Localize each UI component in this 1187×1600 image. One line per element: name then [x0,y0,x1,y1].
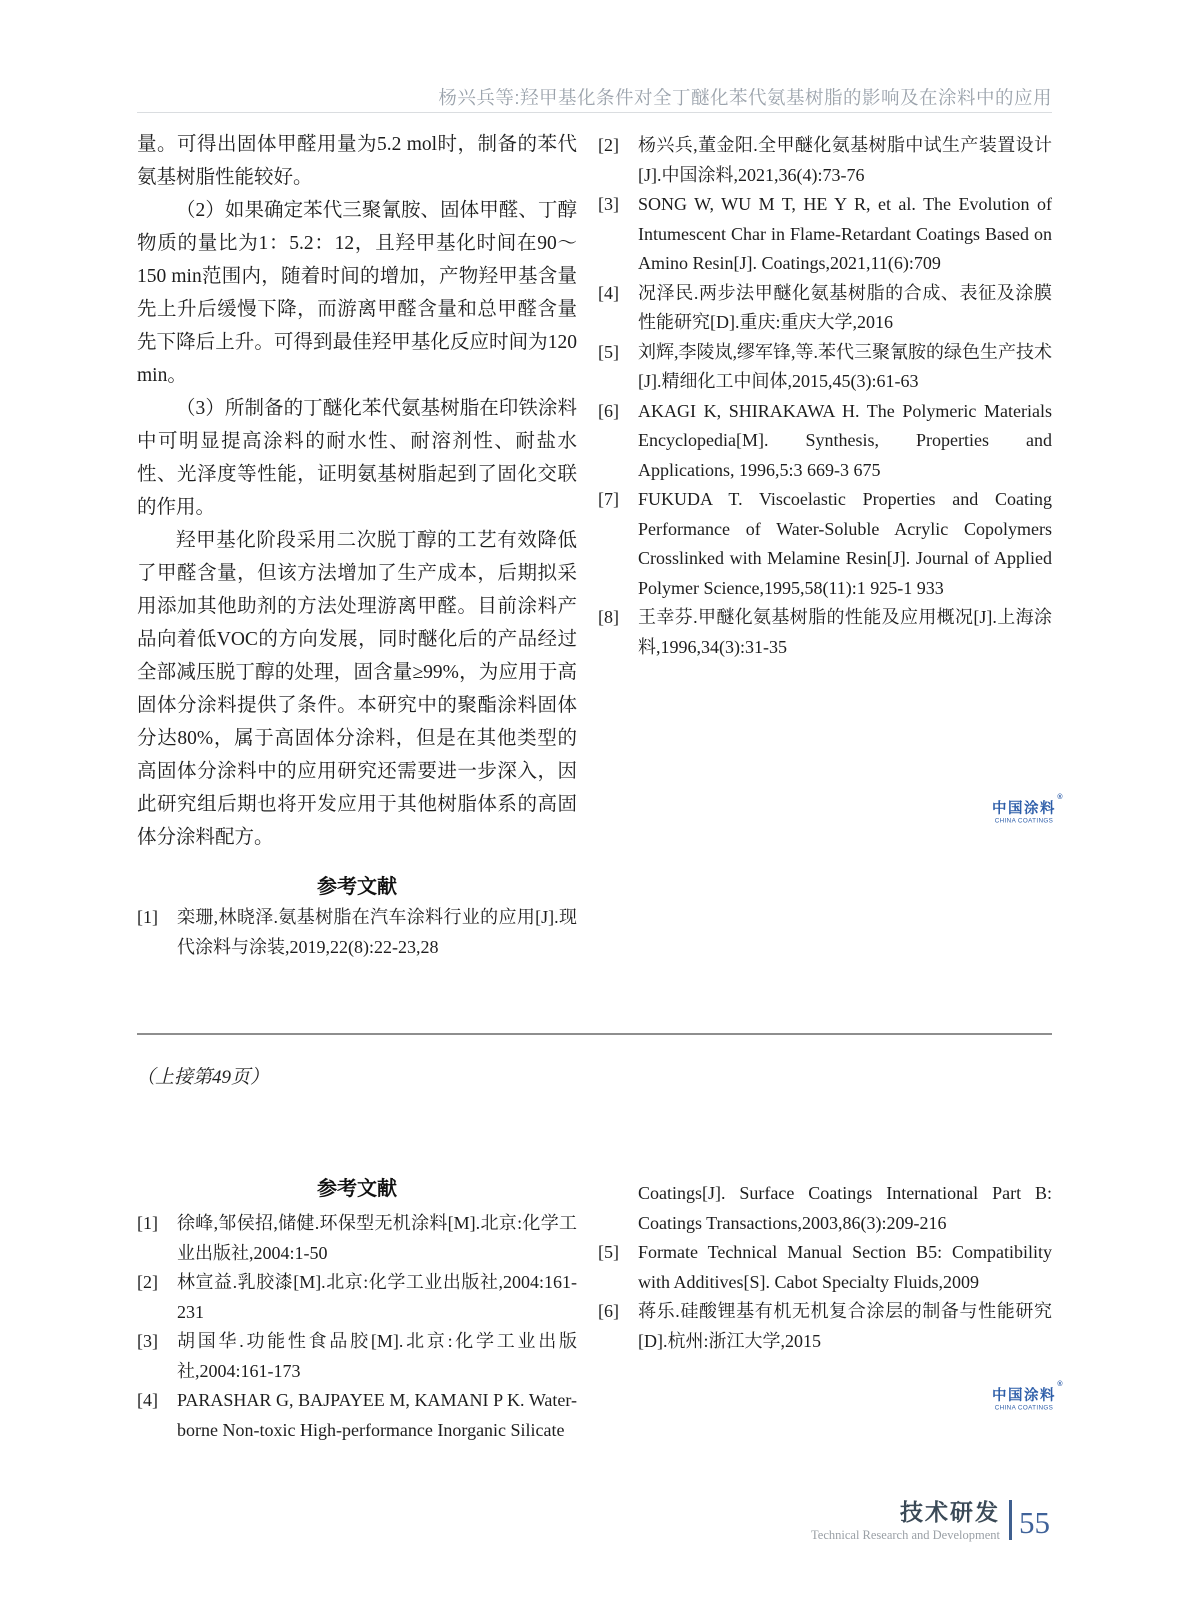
footer-accent-bar [1009,1500,1012,1540]
reference-text: FUKUDA T. Viscoelastic Properties and Coating Performance of Water-Soluble Acrylic Copolymers Crosslinked with Melamine Resin[J]. Journal of Applied Polymer Science,1995,58(11):1 925-1 933 [638,489,1052,598]
reference-text: AKAGI K, SHIRAKAWA H. The Polymeric Materials Encyclopedia[M]. Synthesis, Properties and Applications, 1996,5:3 669-3 675 [638,400,1052,480]
reference-label: [4] [598,282,619,303]
logo-cn-text: 中国涂料 ® [992,1381,1064,1404]
page-number: 55 [1019,1505,1050,1540]
logo-cn-text: 中国涂料 ® [992,794,1064,817]
continued-from-note: （上接第49页） [136,1067,270,1088]
reference-label: [8] [598,607,619,627]
footer-section-titles [811,1498,1000,1543]
reference-text: SONG W, WU M T, HE Y R, et al. The Evolution of Intumescent Char in Flame-Retardant Coatings Based on Amino Resin[J]. Coatings,2021,11(6):709 [638,194,1052,273]
body-paragraph: （3）所制备的丁醚化苯代氨基树脂在印铁涂料中可明显提高涂料的耐水性、耐溶剂性、耐盐水性、光泽度等性能，证明氨基树脂起到了固化交联的作用。 [137,398,577,518]
reference-item [598,485,1052,603]
reference-text: 杨兴兵,董金阳.全甲醚化氨基树脂中试生产装置设计[J].中国涂料,2021,36(4):73-76 [638,135,1052,185]
reference-label: [5] [598,341,619,362]
main-right-column [598,131,1052,662]
continued-left-column [137,1172,577,1445]
running-header-title: 杨兴兵等:羟甲基化条件对全丁醚化苯代氨基树脂的影响及在涂料中的应用 [438,87,1052,108]
reference-label: [7] [598,489,619,509]
reference-text: 蒋乐.硅酸锂基有机无机复合涂层的制备与性能研究[D].杭州:浙江大学,2015 [638,1301,1052,1351]
reference-label: [4] [137,1390,158,1410]
reference-item [598,397,1052,486]
reference-item [137,1268,577,1327]
reference-item [598,279,1052,338]
reference-text: 况泽民.两步法甲醚化氨基树脂的合成、表征及涂膜性能研究[D].重庆:重庆大学,2016 [638,282,1052,332]
reference-text: Formate Technical Manual Section B5: Compatibility with Additives[S]. Cabot Specialty Fluids,2009 [638,1242,1052,1292]
body-paragraph: （2）如果确定苯代三聚氰胺、固体甲醛、丁醇物质的量比为1：5.2：12，且羟甲基化时间在90～150 min范围内，随着时间的增加，产物羟甲基含量先上升后缓慢下降，而游离甲醛含量和总甲醛含量先下降后上升。可得到最佳羟甲基化反应时间为120 min。 [137,200,577,386]
reference-label: [6] [598,1301,619,1321]
reference-item [598,1238,1052,1297]
logo-en-text: CHINA COATINGS [994,818,1054,825]
reference-label: [3] [137,1331,158,1351]
body-paragraph: 量。可得出固体甲醛用量为5.2 mol时，制备的苯代氨基树脂性能较好。 [137,134,577,188]
reference-item [598,603,1052,662]
reference-label: [3] [598,194,619,214]
page-footer [811,1498,1050,1543]
footer-section-en: Technical Research and Development [811,1528,1000,1542]
reference-text: 林宣益.乳胶漆[M].北京:化学工业出版社,2004:161-231 [177,1272,577,1322]
reference-item [598,190,1052,279]
reference-text: Coatings[J]. Surface Coatings International Part B: Coatings Transactions,2003,86(3):209-216 [638,1183,1052,1233]
main-left-column [137,128,577,962]
reference-item [137,903,577,962]
body-paragraph: 羟甲基化阶段采用二次脱丁醇的工艺有效降低了甲醛含量，但该方法增加了生产成本，后期拟采用添加其他助剂的方法处理游离甲醛。目前涂料产品向着低VOC的方向发展，同时醚化后的产品经过全部减压脱丁醇的处理，固含量≥99%，为应用于高固体分涂料提供了条件。本研究中的聚酯涂料固体分达80%，属于高固体分涂料，但是在其他类型的高固体分涂料中的应用研究还需要进一步深入，因此研究组后期也将开发应用于其他树脂体系的高固体分涂料配方。 [137,530,577,848]
reference-label: [6] [598,400,619,421]
reference-label: [1] [137,1213,158,1233]
reference-text: 徐峰,邹侯招,储健.环保型无机涂料[M].北京:化学工业出版社,2004:1-50 [177,1213,577,1263]
reference-text: PARASHAR G, BAJPAYEE M, KAMANI P K. Water-borne Non-toxic High-performance Inorganic Silicate [177,1390,577,1440]
china-coatings-logo [988,1381,1064,1412]
header-rule [137,112,1052,113]
continued-right-column [598,1179,1052,1356]
reference-text: 胡国华.功能性食品胶[M].北京:化学工业出版社,2004:161-173 [177,1331,577,1381]
reference-label: [5] [598,1242,619,1262]
registered-mark-icon: ® [1057,1381,1064,1388]
reference-item [598,1297,1052,1356]
reference-item [137,1209,577,1268]
footer-section-cn: 技术研发 [900,1499,1000,1525]
reference-label: [2] [137,1272,158,1292]
reference-text: 栾珊,林晓泽.氨基树脂在汽车涂料行业的应用[J].现代涂料与涂装,2019,22(8):22-23,28 [177,907,577,957]
reference-text: 刘辉,李陵岚,缪军锋,等.苯代三聚氰胺的绿色生产技术[J].精细化工中间体,2015,45(3):61-63 [638,341,1052,391]
reference-item [137,1386,577,1445]
reference-item [598,338,1052,397]
reference-label: [1] [137,907,158,927]
reference-label: [2] [598,135,619,155]
logo-en-text: CHINA COATINGS [994,1405,1054,1412]
china-coatings-logo [988,794,1064,825]
references-heading: 参考文献 [317,876,397,898]
reference-item [598,131,1052,190]
references-heading: 参考文献 [317,1178,397,1200]
registered-mark-icon: ® [1057,794,1064,801]
reference-text: 王幸芬.甲醚化氨基树脂的性能及应用概况[J].上海涂料,1996,34(3):31-35 [638,607,1052,657]
reference-item [598,1179,1052,1238]
section-divider [137,1033,1052,1035]
reference-item [137,1327,577,1386]
